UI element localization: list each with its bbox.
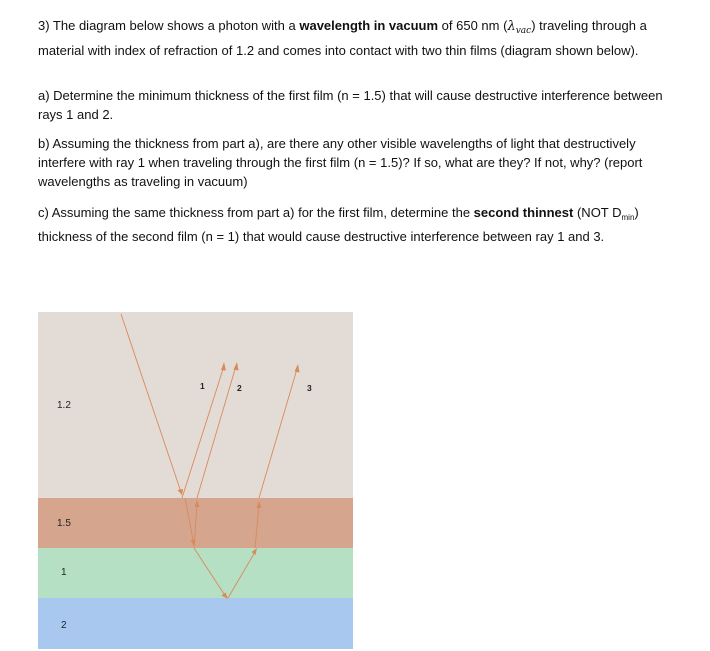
- lambda-subscript: vac: [515, 26, 532, 36]
- part-c-text-2: (NOT D: [573, 205, 622, 220]
- internal-arrowhead: [195, 500, 200, 507]
- part-c-subscript: min: [621, 213, 635, 222]
- ray-1-arrowhead: [221, 362, 226, 371]
- intro-text-3: ) traveling through a material with index of refraction of 1.2 and comes into contact with two thin films (diagram shown below).: [38, 18, 647, 58]
- thin-film-diagram: [38, 312, 353, 649]
- ray-2-arrowhead: [234, 362, 239, 371]
- intro-text-2: of 650 nm (: [438, 18, 508, 33]
- ray-3-film1-segment: [255, 505, 259, 548]
- part-c-text-1: c) Assuming the same thickness from part a) for the first film, determine the: [38, 205, 474, 220]
- ray-label-2: 2: [237, 383, 242, 393]
- index-label-1-2: 1.2: [57, 400, 71, 411]
- ray-label-1: 1: [200, 381, 205, 391]
- lambda-symbol: λ: [507, 19, 516, 34]
- intro-text-1: 3) The diagram below shows a photon with a: [38, 18, 300, 33]
- refracted-ray-film2: [194, 548, 226, 597]
- question-part-a: [38, 86, 678, 124]
- ray-3-arrowhead: [295, 364, 300, 373]
- part-c-text-3: ) thickness of the second film (n = 1) that would cause destructive interference between ray 1 and 3.: [38, 205, 639, 244]
- internal-reflection-film1: [194, 504, 197, 548]
- film2-down-arrowhead: [222, 593, 229, 600]
- film2-up-arrowhead: [252, 548, 258, 555]
- ray-label-3: 3: [307, 383, 312, 393]
- refracted-ray-film1: [185, 498, 194, 545]
- index-label-1-5: 1.5: [57, 518, 71, 529]
- question-part-b: [38, 134, 678, 191]
- question-intro: [38, 16, 678, 60]
- intro-bold: wavelength in vacuum: [299, 18, 439, 33]
- reflection-film2: [228, 552, 255, 598]
- part-c-bold: second thinnest: [473, 205, 574, 220]
- part-a-text: a) Determine the minimum thickness of the first film (n = 1.5) that will cause destructive interference between rays 1 and 2.: [38, 88, 663, 122]
- index-label-1: 1: [61, 567, 67, 578]
- ray-3-film1-arrowhead: [257, 501, 262, 508]
- index-label-2: 2: [61, 620, 67, 631]
- incident-arrowhead: [178, 489, 184, 495]
- question-part-c: [38, 203, 678, 246]
- ray-paths: [38, 312, 353, 649]
- ray-3: [259, 369, 297, 498]
- incident-ray: [121, 314, 182, 495]
- part-b-text: b) Assuming the thickness from part a), are there any other visible wavelengths of light that destructively interfere with ray 1 when traveling through the first film (n = 1.5)? If so, what are they? If not, why? (report wavelengths as traveling in vacuum): [38, 136, 643, 189]
